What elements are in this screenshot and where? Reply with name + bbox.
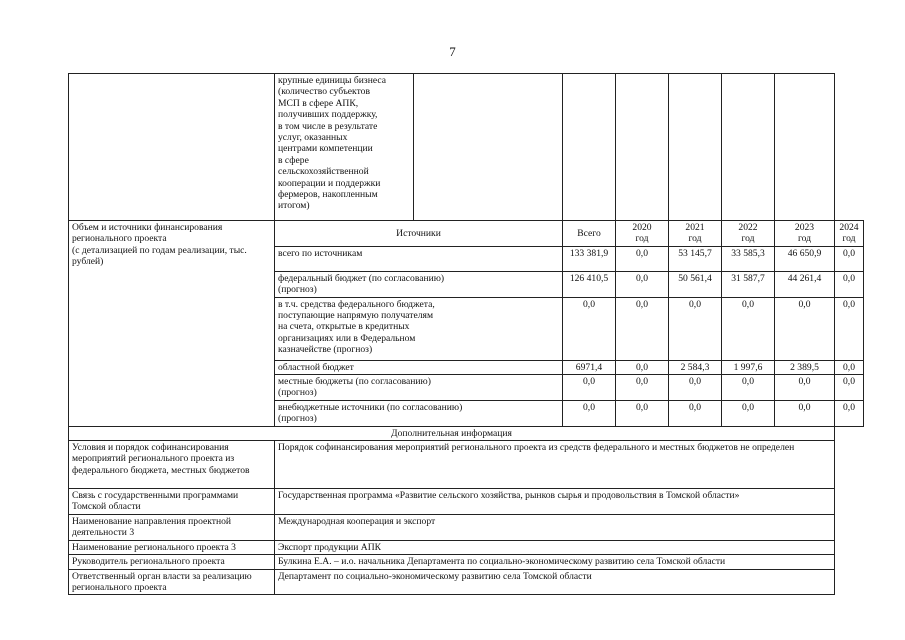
empty-cell bbox=[414, 74, 563, 221]
info-label: Наименование регионального проекта 3 bbox=[69, 540, 275, 554]
indicator-text: крупные единицы бизнеса (количество субъектов МСП в сфере АПК, получивших поддержку, в том числе в результате услуг, оказанных центрами компетенции в сфере сельскохозяйственной кооперации и поддержки фермеров, накопленным итогом) bbox=[275, 74, 414, 221]
info-row bbox=[69, 514, 864, 540]
value-cell: 0,0 bbox=[616, 271, 669, 297]
header-year: 2020 год bbox=[616, 221, 669, 247]
financing-header-row bbox=[69, 221, 864, 247]
info-value: Порядок софинансирования мероприятий регионального проекта из средств федерального и местных бюджетов не определен bbox=[275, 441, 835, 489]
value-cell: 0,0 bbox=[835, 400, 864, 426]
value-cell: 0,0 bbox=[563, 297, 616, 360]
value-cell: 0,0 bbox=[563, 375, 616, 401]
value-cell: 0,0 bbox=[616, 246, 669, 271]
financing-label: Объем и источники финансирования регионального проекта (с детализацией по годам реализации, тыс. рублей) bbox=[69, 221, 275, 427]
empty-cell bbox=[775, 74, 835, 221]
info-row bbox=[69, 441, 864, 489]
value-cell: 33 585,3 bbox=[722, 246, 775, 271]
value-cell: 31 587,7 bbox=[722, 271, 775, 297]
info-label: Наименование направления проектной деятельности 3 bbox=[69, 514, 275, 540]
value-cell: 0,0 bbox=[835, 375, 864, 401]
source-name: всего по источникам bbox=[275, 246, 563, 271]
source-name: областной бюджет bbox=[275, 360, 563, 374]
value-cell: 50 561,4 bbox=[669, 271, 722, 297]
value-cell: 0,0 bbox=[669, 297, 722, 360]
empty-cell bbox=[669, 74, 722, 221]
header-sources: Источники bbox=[275, 221, 563, 247]
empty-label-cell bbox=[69, 74, 275, 221]
info-value: Государственная программа «Развитие сельского хозяйства, рынков сырья и продовольствия в Томской области» bbox=[275, 489, 835, 515]
info-label: Ответственный орган власти за реализацию регионального проекта bbox=[69, 569, 275, 595]
header-year: 2024 год bbox=[835, 221, 864, 247]
info-value: Булкина Е.А. – и.о. начальника Департамента по социально-экономическому развитию села Томской области bbox=[275, 555, 835, 569]
value-cell: 0,0 bbox=[616, 297, 669, 360]
value-cell: 6971,4 bbox=[563, 360, 616, 374]
info-value: Международная кооперация и экспорт bbox=[275, 514, 835, 540]
value-cell: 2 584,3 bbox=[669, 360, 722, 374]
additional-title-row bbox=[69, 426, 864, 440]
header-year: 2023 год bbox=[775, 221, 835, 247]
value-cell: 0,0 bbox=[616, 360, 669, 374]
value-cell: 0,0 bbox=[722, 400, 775, 426]
value-cell: 0,0 bbox=[669, 400, 722, 426]
source-name: федеральный бюджет (по согласованию) (прогноз) bbox=[275, 271, 563, 297]
info-value: Департамент по социально-экономическому развитию села Томской области bbox=[275, 569, 835, 595]
project-passport-table bbox=[68, 73, 864, 595]
page-number: 7 bbox=[449, 44, 456, 59]
value-cell: 0,0 bbox=[616, 375, 669, 401]
value-cell: 53 145,7 bbox=[669, 246, 722, 271]
empty-cell bbox=[722, 74, 775, 221]
info-label: Связь с государственными программами Томской области bbox=[69, 489, 275, 515]
value-cell: 0,0 bbox=[775, 297, 835, 360]
value-cell: 126 410,5 bbox=[563, 271, 616, 297]
value-cell: 0,0 bbox=[722, 375, 775, 401]
header-year: 2022 год bbox=[722, 221, 775, 247]
indicator-row bbox=[69, 74, 864, 221]
value-cell: 44 261,4 bbox=[775, 271, 835, 297]
info-row bbox=[69, 489, 864, 515]
value-cell: 0,0 bbox=[835, 246, 864, 271]
value-cell: 0,0 bbox=[775, 400, 835, 426]
value-cell: 0,0 bbox=[775, 375, 835, 401]
value-cell: 0,0 bbox=[835, 360, 864, 374]
header-total: Всего bbox=[563, 221, 616, 247]
info-row bbox=[69, 540, 864, 554]
value-cell: 2 389,5 bbox=[775, 360, 835, 374]
value-cell: 1 997,6 bbox=[722, 360, 775, 374]
info-value: Экспорт продукции АПК bbox=[275, 540, 835, 554]
value-cell: 46 650,9 bbox=[775, 246, 835, 271]
source-name: местные бюджеты (по согласованию) (прогноз) bbox=[275, 375, 563, 401]
info-label: Условия и порядок софинансирования мероприятий регионального проекта из федерального бюджета, местных бюджетов bbox=[69, 441, 275, 489]
value-cell: 0,0 bbox=[835, 297, 864, 360]
source-name: в т.ч. средства федерального бюджета, поступающие напрямую получателям на счета, открытые в кредитных организациях или в Федеральном казначействе (прогноз) bbox=[275, 297, 563, 360]
info-row bbox=[69, 555, 864, 569]
value-cell: 0,0 bbox=[835, 271, 864, 297]
empty-cell bbox=[616, 74, 669, 221]
source-name: внебюджетные источники (по согласованию) (прогноз) bbox=[275, 400, 563, 426]
info-label: Руководитель регионального проекта bbox=[69, 555, 275, 569]
value-cell: 133 381,9 bbox=[563, 246, 616, 271]
header-year: 2021 год bbox=[669, 221, 722, 247]
value-cell: 0,0 bbox=[669, 375, 722, 401]
empty-cell bbox=[563, 74, 616, 221]
value-cell: 0,0 bbox=[722, 297, 775, 360]
info-row bbox=[69, 569, 864, 595]
additional-title: Дополнительная информация bbox=[69, 426, 835, 440]
value-cell: 0,0 bbox=[616, 400, 669, 426]
value-cell: 0,0 bbox=[563, 400, 616, 426]
